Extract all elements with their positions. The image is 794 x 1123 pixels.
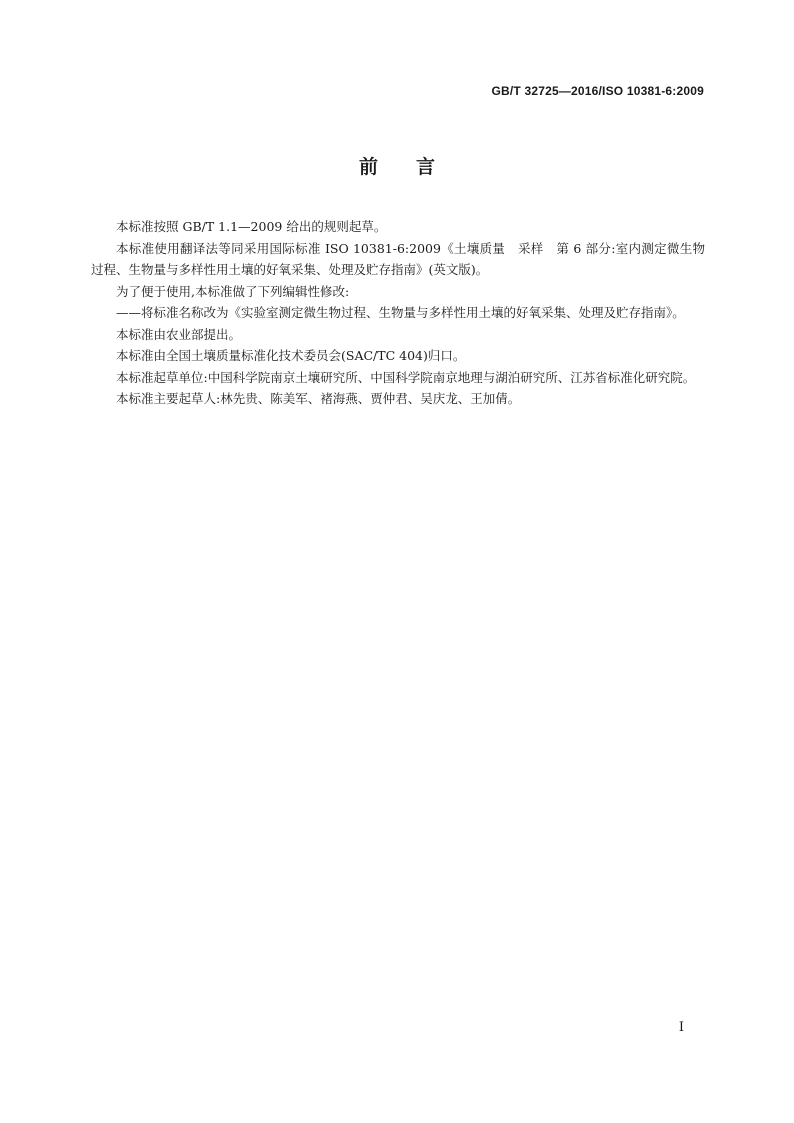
page-title <box>0 152 794 179</box>
foreword-body <box>91 216 705 410</box>
paragraph-drafters: 本标准主要起草人:林先贵、陈美军、褚海燕、贾仲君、吴庆龙、王加倩。 <box>116 391 521 406</box>
title-char-1: 前 <box>358 156 378 178</box>
paragraph-proposer: 本标准由农业部提出。 <box>116 326 242 342</box>
paragraph-editorial-change: ——将标准名称改为《实验室测定微生物过程、生物量与多样性用土壤的好氧采集、处理及贮存指南》。 <box>116 305 685 320</box>
paragraph-adoption: 本标准使用翻译法等同采用国际标准 ISO 10381-6:2009《土壤质量 采样 第 6 部分:室内测定微生物过程、生物量与多样性用土壤的好氧采集、处理及贮存指南》(英文版)。 <box>91 240 705 277</box>
standard-code-header: GB/T 32725—2016/ISO 10381-6:2009 <box>491 84 704 98</box>
page-number: I <box>678 1020 684 1035</box>
paragraph-drafting-units: 本标准起草单位:中国科学院南京土壤研究所、中国科学院南京地理与湖泊研究所、江苏省标准化研究院。 <box>116 369 696 385</box>
title-char-2: 言 <box>416 156 436 178</box>
paragraph-editorial-intro: 为了便于使用,本标准做了下列编辑性修改: <box>116 283 350 299</box>
paragraph-drafting-rules: 本标准按照 GB/T 1.1—2009 给出的规则起草。 <box>116 219 387 234</box>
paragraph-committee: 本标准由全国土壤质量标准化技术委员会(SAC/TC 404)归口。 <box>116 348 466 363</box>
